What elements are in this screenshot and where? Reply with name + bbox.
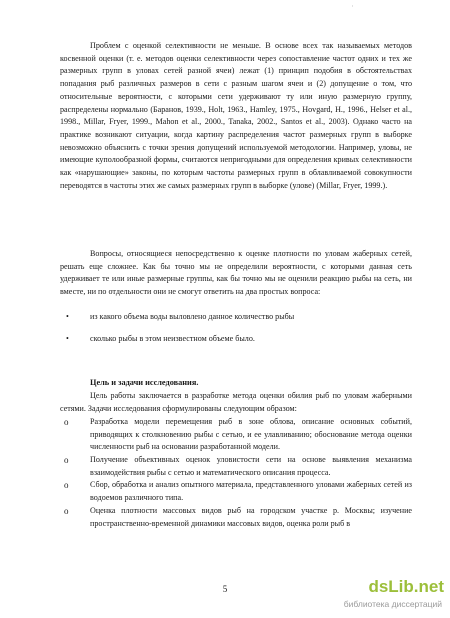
task-item-text: Оценка плотности массовых видов рыб на городском участке р. Москвы; изучение пространственно-временной динамики массовых видов, оценка роли рыб в: [90, 506, 412, 528]
task-item-text: Разработка модели перемещения рыб в зоне облова, описание основных событий, приводящих к столкновению рыбы с сетью, и ее улавливанию; обоснование метода оценки численности рыб на основании разработанной модели.: [90, 417, 412, 452]
paragraph-selectivity: [60, 40, 412, 192]
circle-bullet-icon: o: [64, 417, 69, 427]
watermark-logo: dsLib.net: [368, 577, 444, 596]
section-heading: Цель и задачи исследования.: [90, 378, 199, 387]
paragraph-goal: [60, 390, 412, 415]
circle-bullet-icon: o: [64, 506, 69, 516]
bullet-icon: •: [66, 334, 69, 343]
list-item-text: сколько рыбы в этом неизвестном объеме было.: [90, 334, 255, 343]
watermark: [326, 577, 444, 613]
paragraph-density-text: Вопросы, относящиеся непосредственно к оценке плотности по уловам жаберных сетей, решать еще сложнее. Как бы точно мы не определили вероятности, с которыми данная сеть удерживает те или иные размерные группы, как бы точно мы не оценили реакцию рыбы на сеть, ни вместе, ни по отдельности они не смогут ответить на два простых вопроса:: [60, 249, 412, 297]
page-number: 5: [222, 584, 228, 594]
list-item-text: из какого объема воды выловлено данное количество рыбы: [90, 312, 295, 321]
paragraph-goal-text: Цель работы заключается в разработке метода оценки обилия рыб по уловам жаберными сетями. Задачи исследования сформулированы следующим образом:: [60, 391, 412, 413]
task-item-text: Сбор, обработка и анализ опытного материала, представленного уловами жаберных сетей из водоемов различного типа.: [90, 480, 412, 502]
task-item-text: Получение объективных оценок уловистости сети на основе выявления механизма взаимодействия рыбы с сетью и математического описания процесса.: [90, 455, 412, 477]
scan-mark: ': [352, 6, 353, 11]
bullet-icon: •: [66, 312, 69, 321]
circle-bullet-icon: o: [64, 455, 69, 465]
circle-bullet-icon: o: [64, 480, 69, 490]
paragraph-density-questions: [60, 248, 412, 299]
paragraph-selectivity-text: Проблем с оценкой селективности не меньше. В основе всех так называемых методов косвенной оценки (т. е. методов оценки селективности через сопоставление частот одних и тех же размерных групп в уловах сетей разной ячеи) лежат (1) принцип подобия в обстоятельствах попадания рыб различных размеров в сети с разным шагом ячеи и (2) допущение о том, что относительные вероятности, с которыми сети удерживают ту или иную размерную группу, распределены нормально (Баранов, 1939., Holt, 1963., Hamley, 1975., Hovgard, H., 1996., Helser et al., 1998., Millar, Fryer, 1999., Mahon et al., 2000., Tanaka, 2002., Santos et al., 2003). Однако часто на практике возникают ситуации, когда картину распределения частот размерных групп в выборке невозможно объяснить с точки зрения допущений используемой методологии. Например, уловы, не имеющие куполообразной формы, считаются непригодными для определения кривых селективности как «нарушающие» законы, по которым частоты размерных групп в облавливаемой совокупности переводятся в частоты этих же самых размерных групп в выборке (улове) (Millar, Fryer, 1999.).: [60, 41, 412, 190]
watermark-caption: библиотека диссертаций: [343, 599, 442, 609]
